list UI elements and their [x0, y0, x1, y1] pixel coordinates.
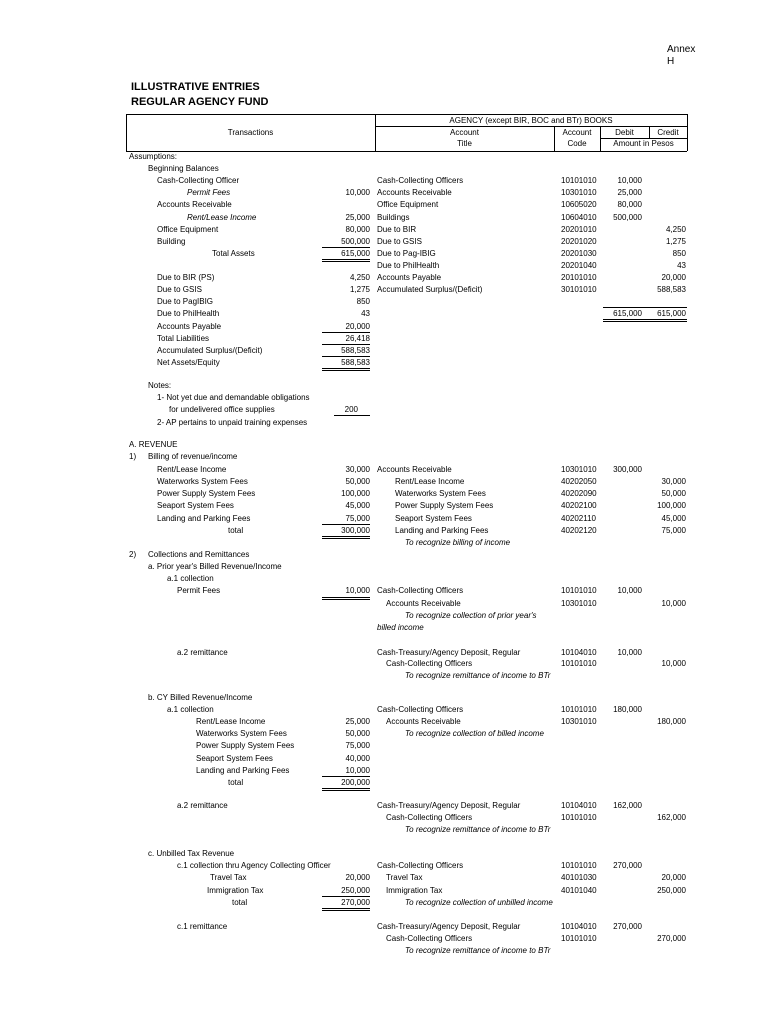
total-double-rule: [322, 538, 370, 539]
header-bottom-border: [126, 151, 687, 152]
debit-amount: 80,000: [617, 200, 642, 209]
account-code: 10101010: [561, 176, 597, 185]
transaction-label: Immigration Tax: [207, 886, 264, 895]
credit-amount: 270,000: [657, 934, 686, 943]
account-code: 10104010: [561, 648, 597, 657]
account-title: Waterworks System Fees: [395, 489, 486, 498]
account-title: Accounts Receivable: [386, 717, 461, 726]
subsection-heading: a.1 collection: [167, 705, 214, 714]
account-code-header: Code: [567, 139, 587, 148]
total-label: total: [228, 778, 244, 787]
account-code: 10301010: [561, 599, 597, 608]
account-code: 40202120: [561, 526, 597, 535]
transaction-amount: 50,000: [345, 729, 370, 738]
transaction-label: Building: [157, 237, 186, 246]
transaction-amount: 80,000: [345, 225, 370, 234]
account-code: 10301010: [561, 717, 597, 726]
credit-amount: 1,275: [665, 237, 686, 246]
subtotal-rule: [322, 356, 370, 357]
account-code: 20101010: [561, 273, 597, 282]
account-code: 20201040: [561, 261, 597, 270]
account-title: Cash-Collecting Officers: [377, 586, 464, 595]
credit-total: 615,000: [657, 309, 686, 318]
account-code: 10104010: [561, 801, 597, 810]
total-double-rule: [322, 370, 370, 371]
account-title: Office Equipment: [377, 200, 439, 209]
credit-amount: 45,000: [661, 514, 686, 523]
account-title: Accounts Receivable: [377, 465, 452, 474]
account-code: 10101010: [561, 813, 597, 822]
annex-label: Annex: [667, 44, 696, 55]
assumptions-label: Assumptions:: [129, 152, 178, 161]
transaction-amount: 40,000: [345, 754, 370, 763]
header-divider-line: [375, 126, 687, 127]
note-text: 1- Not yet due and demandable obligations: [157, 393, 310, 402]
total-label: total: [232, 898, 248, 907]
debit-amount: 500,000: [613, 213, 642, 222]
account-title: Power Supply System Fees: [395, 501, 494, 510]
subsection-heading: a.2 remittance: [177, 801, 228, 810]
credit-amount: 250,000: [657, 886, 686, 895]
account-code: 40101040: [561, 886, 597, 895]
entry-explanation: To recognize remittance of income to BTr: [405, 946, 551, 955]
page-subtitle: REGULAR AGENCY FUND: [131, 96, 269, 108]
transaction-amount: 30,000: [345, 465, 370, 474]
account-code: 40202050: [561, 477, 597, 486]
total-double-rule: [322, 599, 370, 600]
total-label: total: [228, 526, 244, 535]
transaction-amount: 588,583: [341, 358, 370, 367]
transaction-label: Total Assets: [212, 249, 255, 258]
debit-amount: 10,000: [617, 586, 642, 595]
step-heading: Collections and Remittances: [148, 550, 250, 559]
total-double-rule: [322, 536, 370, 537]
transaction-amount: 850: [356, 297, 370, 306]
transactions-header: Transactions: [227, 128, 274, 137]
table-top-border: [126, 114, 687, 115]
note-underline: [334, 415, 370, 416]
note-text: 2- AP pertains to unpaid training expenses: [157, 418, 308, 427]
account-title: Cash-Collecting Officers: [386, 813, 473, 822]
transaction-amount: 20,000: [345, 322, 370, 331]
notes-label: Notes:: [148, 381, 172, 390]
transaction-label: Due to GSIS: [157, 285, 202, 294]
transaction-amount: 10,000: [345, 188, 370, 197]
transaction-label: Waterworks System Fees: [157, 477, 248, 486]
transaction-label: Accounts Receivable: [157, 200, 232, 209]
account-code: 30101010: [561, 285, 597, 294]
account-title: Cash-Collecting Officers: [386, 659, 473, 668]
total-double-rule: [322, 790, 370, 791]
transaction-label: Office Equipment: [157, 225, 219, 234]
account-code: 10605020: [561, 200, 597, 209]
total-rule: [603, 307, 687, 308]
account-title: Seaport System Fees: [395, 514, 472, 523]
total-double-rule: [603, 319, 687, 320]
total-double-rule: [322, 910, 370, 911]
transaction-amount: 300,000: [341, 526, 370, 535]
transaction-amount: 25,000: [345, 717, 370, 726]
account-code: 20201030: [561, 249, 597, 258]
transaction-amount: 25,000: [345, 213, 370, 222]
account-code: 40202090: [561, 489, 597, 498]
account-title: Landing and Parking Fees: [395, 526, 489, 535]
credit-amount: 4,250: [665, 225, 686, 234]
credit-amount: 100,000: [657, 501, 686, 510]
transaction-amount: 500,000: [341, 237, 370, 246]
account-title: Accumulated Surplus/(Deficit): [377, 285, 483, 294]
account-title: Due to Pag-IBIG: [377, 249, 436, 258]
account-code: 40101030: [561, 873, 597, 882]
transaction-amount: 26,418: [345, 334, 370, 343]
transaction-label: Permit Fees: [177, 586, 221, 595]
debit-amount: 25,000: [617, 188, 642, 197]
transaction-amount: 250,000: [341, 886, 370, 895]
debit-amount: 270,000: [613, 922, 642, 931]
account-title: Cash-Treasury/Agency Deposit, Regular: [377, 648, 521, 657]
subtotal-rule: [322, 332, 370, 333]
transaction-amount: 200,000: [341, 778, 370, 787]
beginning-balances-label: Beginning Balances: [148, 164, 219, 173]
transaction-label: Waterworks System Fees: [196, 729, 287, 738]
account-title: Accounts Receivable: [386, 599, 461, 608]
transaction-label: Power Supply System Fees: [157, 489, 256, 498]
transaction-amount: 10,000: [345, 766, 370, 775]
credit-amount: 75,000: [661, 526, 686, 535]
transaction-label: Permit Fees: [187, 188, 231, 197]
transaction-amount: 4,250: [349, 273, 370, 282]
entry-explanation: To recognize remittance of income to BTr: [405, 825, 551, 834]
subtotal-rule: [322, 524, 370, 525]
transaction-label: Landing and Parking Fees: [157, 514, 251, 523]
subtotal-rule: [322, 344, 370, 345]
account-code: 10604010: [561, 213, 597, 222]
subsection-heading: c.1 collection thru Agency Collecting Officer: [177, 861, 331, 870]
credit-amount: 162,000: [657, 813, 686, 822]
transaction-label: Accounts Payable: [157, 322, 222, 331]
transaction-amount: 588,583: [341, 346, 370, 355]
step-number: 2): [129, 550, 137, 559]
credit-amount: 20,000: [661, 873, 686, 882]
account-title: Cash-Treasury/Agency Deposit, Regular: [377, 801, 521, 810]
total-double-rule: [322, 261, 370, 262]
note-text: for undelivered office supplies: [169, 405, 275, 414]
credit-header: Credit: [657, 128, 679, 137]
debit-amount: 10,000: [617, 648, 642, 657]
account-title: Buildings: [377, 213, 410, 222]
transaction-amount: 20,000: [345, 873, 370, 882]
account-title: Cash-Collecting Officers: [377, 176, 464, 185]
total-double-rule: [322, 788, 370, 789]
transaction-amount: 615,000: [341, 249, 370, 258]
account-code: 20201020: [561, 237, 597, 246]
entry-explanation: To recognize billing of income: [405, 538, 511, 547]
account-code: 10101010: [561, 586, 597, 595]
account-title-header: Account: [450, 128, 479, 137]
account-title: Due to PhilHealth: [377, 261, 440, 270]
transaction-label: Due to BIR (PS): [157, 273, 215, 282]
subtotal-rule: [322, 896, 370, 897]
entry-explanation: To recognize collection of prior year's: [405, 611, 537, 620]
account-title-header: Title: [457, 139, 472, 148]
subsection-heading: c. Unbilled Tax Revenue: [148, 849, 235, 858]
account-title: Rent/Lease Income: [395, 477, 465, 486]
account-code: 10101010: [561, 861, 597, 870]
transaction-label: Landing and Parking Fees: [196, 766, 290, 775]
total-double-rule: [322, 908, 370, 909]
account-code: 20201010: [561, 225, 597, 234]
subsection-heading: a.2 remittance: [177, 648, 228, 657]
subsection-heading: c.1 remittance: [177, 922, 228, 931]
transaction-amount: 75,000: [345, 514, 370, 523]
table-right-border: [687, 114, 688, 151]
entry-explanation: To recognize collection of unbilled income: [405, 898, 553, 907]
transaction-label: Due to PhilHealth: [157, 309, 220, 318]
credit-amount: 850: [672, 249, 686, 258]
transaction-amount: 10,000: [345, 586, 370, 595]
section-heading: A. REVENUE: [129, 440, 178, 449]
transaction-amount: 100,000: [341, 489, 370, 498]
account-title: Cash-Collecting Officers: [377, 705, 464, 714]
transaction-label: Total Liabilities: [157, 334, 210, 343]
subsection-heading: b. CY Billed Revenue/Income: [148, 693, 253, 702]
page-title: ILLUSTRATIVE ENTRIES: [131, 81, 260, 93]
step-number: 1): [129, 452, 137, 461]
step-heading: Billing of revenue/income: [148, 452, 238, 461]
credit-amount: 180,000: [657, 717, 686, 726]
credit-amount: 10,000: [661, 659, 686, 668]
subsection-heading: a. Prior year's Billed Revenue/Income: [148, 562, 282, 571]
transaction-label: Travel Tax: [210, 873, 247, 882]
credit-amount: 588,583: [657, 285, 686, 294]
debit-amount: 300,000: [613, 465, 642, 474]
account-code: 40202100: [561, 501, 597, 510]
account-title: Cash-Collecting Officers: [386, 934, 473, 943]
transaction-amount: 43: [361, 309, 370, 318]
transaction-amount: 75,000: [345, 741, 370, 750]
transaction-label: Due to PagIBIG: [157, 297, 214, 306]
amount-in-pesos-header: Amount in Pesos: [613, 139, 674, 148]
transaction-label: Power Supply System Fees: [196, 741, 295, 750]
transaction-label: Rent/Lease Income: [157, 465, 227, 474]
total-double-rule: [322, 597, 370, 598]
account-title: Due to BIR: [377, 225, 417, 234]
account-title: Accounts Payable: [377, 273, 442, 282]
account-code: 10101010: [561, 659, 597, 668]
total-double-rule: [322, 259, 370, 260]
account-code: 10301010: [561, 188, 597, 197]
debit-amount: 180,000: [613, 705, 642, 714]
subsection-heading: a.1 collection: [167, 574, 214, 583]
total-double-rule: [322, 368, 370, 369]
transaction-label: Rent/Lease Income: [196, 717, 266, 726]
account-code-header: Account: [562, 128, 592, 137]
debit-header: Debit: [615, 128, 634, 137]
account-code: 40202110: [561, 514, 596, 523]
debit-amount: 270,000: [613, 861, 642, 870]
debit-total: 615,000: [613, 309, 642, 318]
account-code: 10104010: [561, 922, 597, 931]
credit-amount: 50,000: [661, 489, 686, 498]
credit-amount: 20,000: [661, 273, 686, 282]
agency-books-header: AGENCY (except BIR, BOC and BTr) BOOKS: [449, 116, 613, 125]
credit-amount: 10,000: [661, 599, 686, 608]
entry-explanation: To recognize remittance of income to BTr: [405, 671, 551, 680]
transaction-amount: 45,000: [345, 501, 370, 510]
account-title: Immigration Tax: [386, 886, 443, 895]
entry-explanation: To recognize collection of billed income: [405, 729, 544, 738]
credit-amount: 30,000: [661, 477, 686, 486]
credit-amount: 43: [677, 261, 686, 270]
transaction-label: Cash-Collecting Officer: [157, 176, 240, 185]
transaction-label: Seaport System Fees: [157, 501, 234, 510]
subtotal-rule: [322, 247, 370, 248]
total-double-rule: [603, 321, 687, 322]
transaction-amount: 50,000: [345, 477, 370, 486]
debit-amount: 162,000: [613, 801, 642, 810]
account-title: Travel Tax: [386, 873, 423, 882]
transaction-label: Accumulated Surplus/(Deficit): [157, 346, 263, 355]
entry-explanation: billed income: [377, 623, 424, 632]
transaction-label: Seaport System Fees: [196, 754, 273, 763]
transaction-label: Rent/Lease Income: [187, 213, 257, 222]
account-title: Due to GSIS: [377, 237, 422, 246]
transaction-label: Net Assets/Equity: [157, 358, 220, 367]
account-code: 10301010: [561, 465, 597, 474]
account-title: Cash-Collecting Officers: [377, 861, 464, 870]
subtotal-rule: [322, 776, 370, 777]
account-code: 10101010: [561, 705, 597, 714]
debit-amount: 10,000: [617, 176, 642, 185]
note-amount: 200: [344, 405, 358, 414]
transaction-amount: 1,275: [349, 285, 370, 294]
account-title: Accounts Receivable: [377, 188, 452, 197]
transaction-amount: 270,000: [341, 898, 370, 907]
annex-letter: H: [667, 56, 675, 67]
account-title: Cash-Treasury/Agency Deposit, Regular: [377, 922, 521, 931]
account-code: 10101010: [561, 934, 597, 943]
